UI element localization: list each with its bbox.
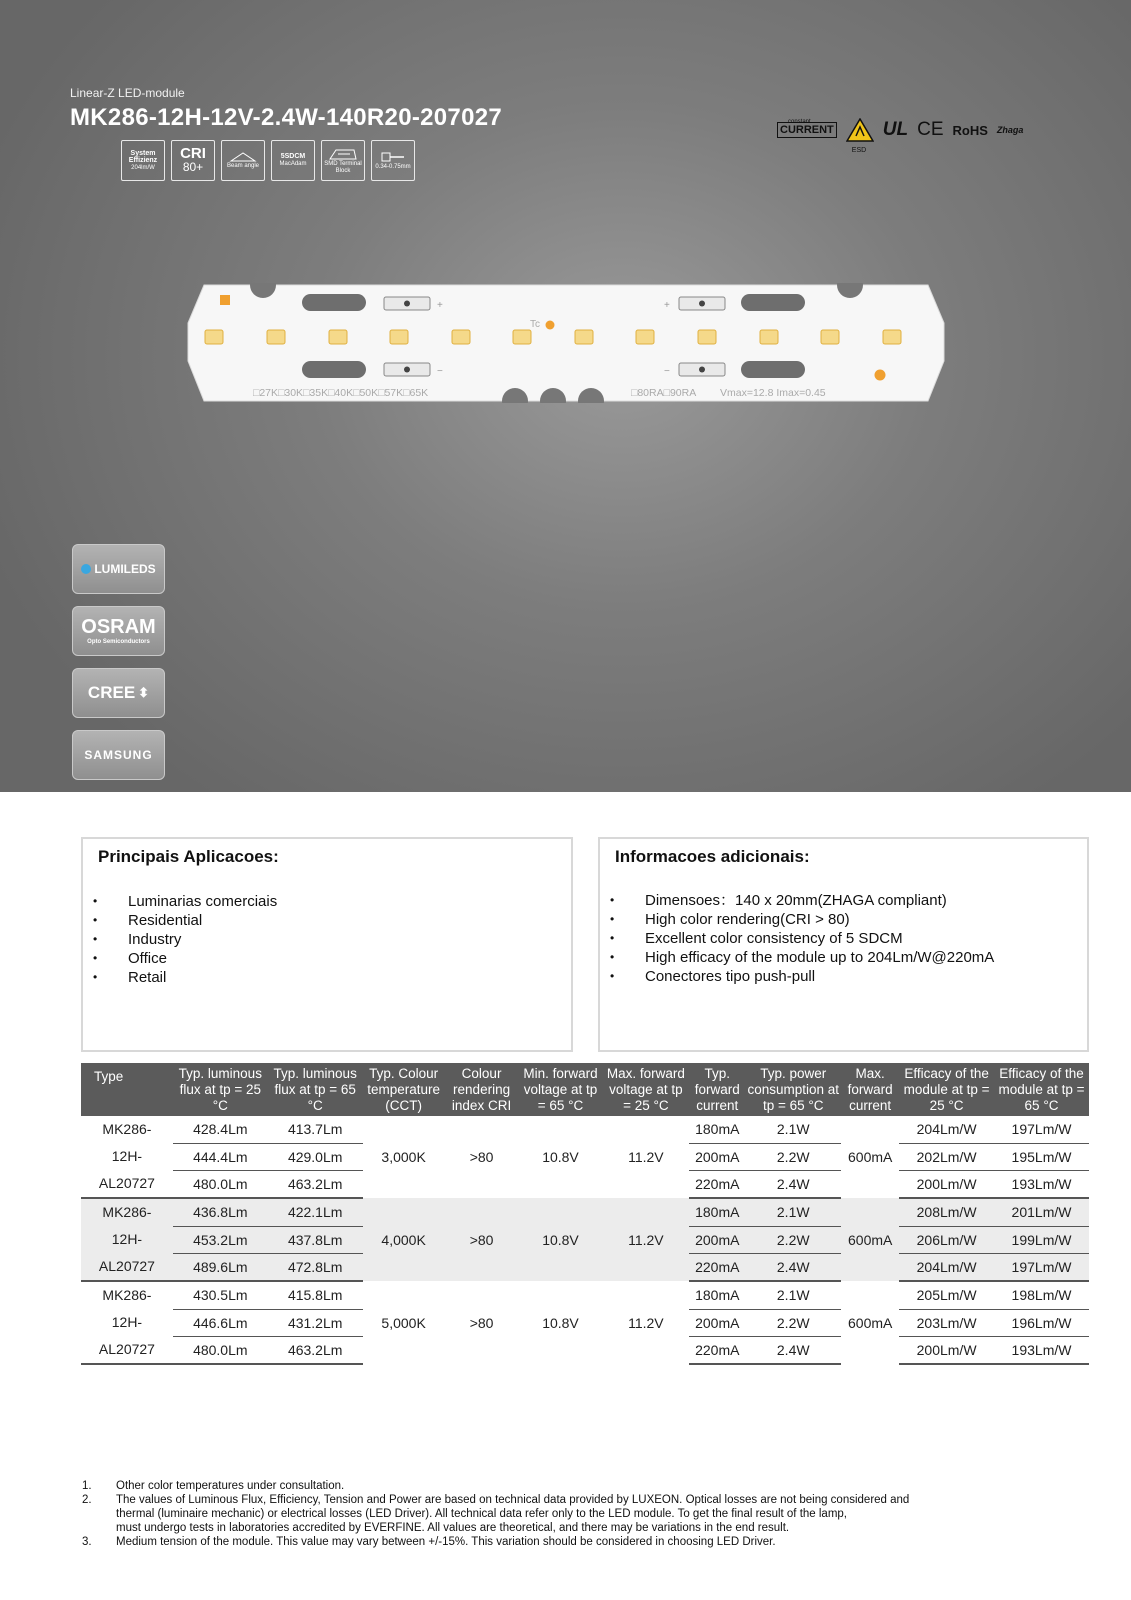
footnote-number: 2. [82,1494,92,1506]
brand-text: OSRAM [81,616,156,638]
lumileds-logo [72,544,165,594]
cct-cell: 4,000K [363,1198,445,1281]
flux-65-cell: 437.8Lm [268,1226,363,1253]
column-header: Typ. luminous flux at tp = 65 °C [268,1063,363,1116]
badge-value: 204lm/W [131,164,155,171]
logo-text: CURRENT [780,124,834,136]
zhaga-logo: Zhaga [996,125,1024,135]
footnote-text: Other color temperatures under consultation. [116,1480,345,1492]
efficacy-65-cell: 199Lm/W [994,1226,1089,1253]
additional-info-title: Informacoes adicionais: [615,847,810,866]
cct-cell: 5,000K [381,1314,426,1331]
applications-panel [81,837,573,1052]
column-header: Max. forward voltage at tp = 25 °C [602,1063,689,1116]
type-cell: 12H- [111,1314,143,1330]
column-header: Typ. luminous flux at tp = 25 °C [173,1063,268,1116]
power-cell: 2.1W [745,1281,841,1309]
type-cell: MK286- [102,1287,152,1303]
power-cell: 2.1W [745,1116,841,1143]
efficacy-25-cell: 205Lm/W [899,1281,994,1309]
flux-25-cell: 489.6Lm [173,1253,268,1281]
flux-25-cell: 453.2Lm [173,1226,268,1253]
pin-marker [220,295,230,305]
applications-title: Principais Aplicacoes: [98,847,279,866]
footnote [82,1535,982,1549]
type-cell: 12H- [81,1226,173,1253]
ra-options-label: □80RA□90RA [631,387,697,399]
power-cell: 2.4W [745,1170,841,1198]
efficacy-65-cell: 193Lm/W [994,1336,1089,1364]
current-cell: 220mA [689,1336,745,1364]
max-current-cell: 600mA [848,1149,893,1165]
footnote-number: 3. [82,1536,92,1548]
additional-info-list [610,891,994,986]
flux-65-cell: 429.0Lm [268,1143,363,1170]
cree-logo [72,668,165,718]
sdcm-badge [271,140,315,181]
efficacy-25-cell: 204Lm/W [899,1116,994,1143]
vmax-cell: 11.2V [602,1198,689,1281]
table-row [81,1198,1089,1226]
cri-cell: >80 [469,1149,494,1165]
spec-table [81,1063,1089,1365]
badge-value: MacAdam [279,161,307,168]
power-cell: 2.2W [745,1143,841,1170]
power-cell: 2.2W [745,1309,841,1336]
efficacy-25-cell: 206Lm/W [899,1226,994,1253]
vmax-cell: 11.2V [628,1149,664,1165]
ul-logo: UL [882,119,909,140]
mounting-slot [302,361,366,378]
column-header: Max. forward current [841,1063,899,1116]
led-module-board [186,283,946,403]
vmin-cell: 10.8V [519,1198,603,1281]
product-subtitle: Linear-Z LED-module [70,86,185,100]
list-item: • High efficacy of the module up to 204Lm/W@220mA [610,948,994,967]
beam-angle-badge [221,140,265,181]
current-cell: 200mA [689,1143,745,1170]
polarity-plus: + [664,300,670,311]
wire-icon [378,150,408,164]
logo-text: constant [788,119,811,125]
list-item: • Office [93,949,277,968]
mounting-slot [741,361,805,378]
badge-value: 0.34-0.75mm [375,164,411,171]
badge-label: 5SDCM [280,153,306,161]
power-cell: 2.4W [745,1253,841,1281]
max-current-cell: 600mA [848,1314,893,1331]
cct-cell: 3,000K [381,1149,426,1165]
column-header: Colour rendering index CRI [445,1063,519,1116]
list-item: • Conectores tipo push-pull [610,967,994,986]
wire-gauge-badge [371,140,415,181]
column-header: Typ. Colour temperature (CCT) [363,1063,445,1116]
hero-banner [0,0,1131,792]
lumileds-icon [81,564,91,574]
type-cell: AL20727 [81,1253,173,1281]
type-cell: MK286- [81,1198,173,1226]
efficacy-25-cell: 200Lm/W [899,1336,994,1364]
mounting-slot [741,294,805,311]
flux-65-cell: 463.2Lm [268,1170,363,1198]
efficacy-65-cell: 193Lm/W [994,1170,1089,1198]
current-cell: 200mA [689,1309,745,1336]
current-cell: 220mA [689,1170,745,1198]
flux-25-cell: 444.4Lm [173,1143,268,1170]
constant-current-logo [777,119,837,138]
osram-logo [72,606,165,656]
flux-25-cell: 480.0Lm [173,1170,268,1198]
terminal-block-badge [321,140,365,181]
power-cell: 2.2W [745,1226,841,1253]
list-item: • Luminarias comerciais [93,892,277,911]
led-brand-list [72,544,165,780]
type-cell: AL20727 [81,1170,173,1198]
efficacy-25-cell: 202Lm/W [899,1143,994,1170]
efficacy-25-cell: 203Lm/W [899,1309,994,1336]
flux-65-cell: 431.2Lm [268,1309,363,1336]
flux-65-cell: 413.7Lm [268,1116,363,1143]
polarity-plus: + [437,300,443,311]
cri-cell: >80 [469,1314,494,1331]
brand-text: CREE [87,683,136,702]
footnote-number: 1. [82,1480,92,1492]
pin-marker [875,370,886,381]
rohs-logo: RoHS [952,122,988,138]
table-header-row [81,1063,1089,1116]
flux-25-cell: 480.0Lm [173,1336,268,1364]
current-cell: 180mA [689,1116,745,1143]
efficacy-badge [121,140,165,181]
flux-25-cell: 436.8Lm [173,1198,268,1226]
max-current-cell: 600mA [841,1198,899,1281]
footnote [82,1493,982,1535]
efficacy-65-cell: 198Lm/W [994,1281,1089,1309]
column-header: Typ. power consumption at tp = 65 °C [745,1063,841,1116]
product-title: MK286-12H-12V-2.4W-140R20-207027 [70,104,503,131]
list-item: • Retail [93,968,277,987]
type-cell: MK286- [102,1121,152,1137]
polarity-minus: − [437,366,443,377]
cri-cell: >80 [445,1198,519,1281]
mounting-slot [302,294,366,311]
terminal-block-icon [328,147,358,161]
efficacy-25-cell: 200Lm/W [899,1170,994,1198]
efficacy-65-cell: 197Lm/W [994,1253,1089,1281]
cct-options-label: □27K□30K□35K□40K□50K□57K□65K [253,387,429,399]
badge-value: Beam angle [226,163,260,170]
brand-text: LUMILEDS [94,562,156,576]
efficacy-25-cell: 204Lm/W [899,1253,994,1281]
polarity-minus: − [664,366,670,377]
type-cell: 12H- [111,1148,143,1164]
cri-badge [171,140,215,181]
type-cell: AL20727 [81,1336,173,1364]
list-item: • Dimensoes：140 x 20mm(ZHAGA compliant) [610,891,994,910]
list-item: • Residential [93,911,277,930]
efficacy-65-cell: 201Lm/W [994,1198,1089,1226]
tc-point [546,321,555,330]
column-header: Efficacy of the module at tp = 65 °C [994,1063,1089,1116]
cree-icon: ⬍ [138,685,150,700]
flux-65-cell: 415.8Lm [268,1281,363,1309]
column-header: Type [81,1063,173,1116]
table-row [81,1116,1089,1143]
vmax-cell: 11.2V [628,1314,664,1331]
list-item: • Excellent color consistency of 5 SDCM [610,929,994,948]
column-header: Typ. forward current [689,1063,745,1116]
footnote-text: must undergo tests in laboratories accredited by EVERFINE. All values are theoretical, and there may be variations in the end result. [116,1522,790,1534]
samsung-logo [72,730,165,780]
badge-label: System Effizienz [128,149,158,165]
list-item: • High color rendering(CRI > 80) [610,910,994,929]
logo-text: ESD [851,147,867,154]
badge-value: SMD Terminal Block [324,160,362,174]
table-row [81,1281,1089,1309]
column-header: Min. forward voltage at tp = 65 °C [519,1063,603,1116]
brand-subtext: Opto Semiconductors [87,639,150,645]
applications-list [93,892,277,987]
vmin-cell: 10.8V [542,1314,579,1331]
list-item: • Industry [93,930,277,949]
certifications [777,118,1024,154]
footnote-text: Medium tension of the module. This value may vary between +/-15%. This variation should be considered in choosing LED Driver. [116,1536,776,1548]
power-cell: 2.1W [745,1198,841,1226]
current-cell: 220mA [689,1253,745,1281]
power-cell: 2.4W [745,1336,841,1364]
footnote-text: thermal (luminaire mechanic) or electrical losses (LED Driver). All technical data refer only to the LED module. To get the final result of the lamp, [116,1508,847,1520]
esd-icon [846,118,874,142]
ratings-label: Vmax=12.8 Imax=0.45 [720,387,826,399]
column-header: Efficacy of the module at tp = 25 °C [899,1063,994,1116]
brand-text: SAMSUNG [84,748,153,762]
footnote-text: The values of Luminous Flux, Efficiency, Tension and Power are based on technical data provided by LUXEON. Optical losses are not being considered and [116,1494,910,1506]
current-cell: 180mA [689,1281,745,1309]
ce-logo: CE [917,119,944,140]
footnotes [82,1479,982,1549]
efficacy-65-cell: 197Lm/W [994,1116,1089,1143]
flux-65-cell: 463.2Lm [268,1336,363,1364]
efficacy-25-cell: 208Lm/W [899,1198,994,1226]
current-cell: 200mA [689,1226,745,1253]
flux-25-cell: 446.6Lm [173,1309,268,1336]
efficacy-65-cell: 196Lm/W [994,1309,1089,1336]
table-body [81,1116,1089,1364]
vmin-cell: 10.8V [542,1149,579,1165]
flux-65-cell: 472.8Lm [268,1253,363,1281]
flux-25-cell: 428.4Lm [173,1116,268,1143]
flux-25-cell: 430.5Lm [173,1281,268,1309]
beam-angle-icon [229,151,257,163]
additional-info-panel [598,837,1089,1052]
badge-label: CRI [180,145,206,163]
badge-value: 80+ [182,160,204,175]
tc-label: Tc [530,319,540,330]
efficacy-65-cell: 195Lm/W [994,1143,1089,1170]
flux-65-cell: 422.1Lm [268,1198,363,1226]
footnote [82,1479,982,1493]
current-cell: 180mA [689,1198,745,1226]
esd-logo [846,118,874,154]
feature-badges [121,140,415,181]
